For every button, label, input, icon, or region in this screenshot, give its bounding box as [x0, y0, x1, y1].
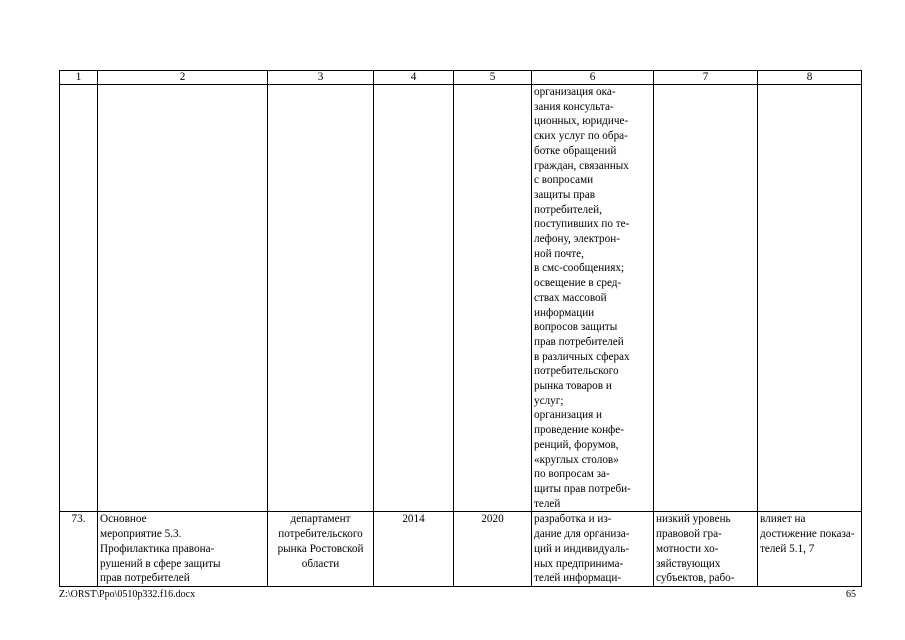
- table-row-73: [60, 512, 862, 587]
- measure-name-line: мероприятие 5.3.: [100, 528, 182, 541]
- expected-result-line: телей информаци-: [534, 572, 622, 585]
- continuation-cell-2: [98, 85, 268, 512]
- result-line: прав потребителей: [534, 335, 624, 348]
- result-line: в смс-сообщениях;: [534, 262, 625, 275]
- result-line: поступивших по те-: [534, 218, 630, 231]
- measure-name-line: Профилактика правона-: [100, 542, 215, 555]
- col-header-8: 8: [758, 71, 862, 85]
- result-line: ботке обращений: [534, 144, 617, 157]
- consequences-line: субъектов, рабо-: [656, 572, 735, 585]
- result-line: ционных, юридиче-: [534, 115, 629, 128]
- executor-line: рынка Ростовской: [277, 542, 364, 555]
- result-line: с вопросами: [534, 174, 594, 187]
- result-line: услуг;: [534, 394, 564, 407]
- col-header-1: 1: [60, 71, 98, 85]
- indicators-line: телей 5.1, 7: [760, 542, 815, 555]
- end-year: 2020: [454, 512, 532, 587]
- result-line: граждан, связанных: [534, 159, 629, 172]
- executor: [268, 512, 374, 587]
- col-header-4: 4: [374, 71, 454, 85]
- executor-line: департамент: [290, 513, 351, 526]
- continuation-cell-4: [374, 85, 454, 512]
- executor-line: потребительского: [278, 528, 363, 541]
- result-line: лефону, электрон-: [534, 233, 620, 246]
- measure-name-line: Основное: [100, 513, 147, 526]
- indicators-line: влияет на: [760, 513, 806, 526]
- result-line: освещение в сред-: [534, 277, 622, 290]
- expected-result-line: разработка и из-: [534, 513, 612, 526]
- expected-result-line: ных предпринима-: [534, 557, 624, 570]
- measures-table: [59, 70, 862, 587]
- result-line: организация ока-: [534, 86, 616, 98]
- result-line: потребительского: [534, 365, 619, 378]
- expected-result-line: дание для организа-: [534, 528, 630, 541]
- measure-name-line: прав потребителей: [100, 572, 190, 585]
- consequences-line: низкий уровень: [656, 513, 731, 526]
- footer-page-number: 65: [846, 589, 856, 600]
- consequences-line: зяйствующих: [656, 557, 721, 570]
- continuation-cell-3: [268, 85, 374, 512]
- result-line: щиты прав потреби-: [534, 482, 631, 495]
- start-year: 2014: [374, 512, 454, 587]
- row-number: 73.: [60, 512, 98, 587]
- expected-result: [532, 512, 654, 587]
- result-line: ренций, форумов,: [534, 438, 619, 451]
- continuation-cell-5: [454, 85, 532, 512]
- result-line: информации: [534, 306, 595, 319]
- result-line: по вопросам за-: [534, 468, 610, 481]
- executor-line: области: [301, 557, 340, 570]
- result-line: в различных сферах: [534, 350, 630, 363]
- col-header-5: 5: [454, 71, 532, 85]
- continuation-result-cell: [532, 85, 654, 512]
- measure-name: [98, 512, 268, 587]
- col-header-3: 3: [268, 71, 374, 85]
- column-number-row: [60, 71, 862, 85]
- col-header-7: 7: [654, 71, 758, 85]
- result-line: зания консульта-: [534, 100, 614, 113]
- result-line: «круглых столов»: [534, 453, 619, 466]
- result-line: рынка товаров и: [534, 380, 612, 393]
- result-line: ских услуг по обра-: [534, 130, 628, 143]
- result-line: защиты прав: [534, 188, 596, 201]
- result-line: организация и: [534, 409, 603, 422]
- consequences-line: мотности хо-: [656, 542, 719, 555]
- result-line: телей: [534, 497, 561, 510]
- indicators-link: [758, 512, 862, 587]
- continuation-cell-7: [654, 85, 758, 512]
- col-header-2: 2: [98, 71, 268, 85]
- consequences-line: правовой гра-: [656, 528, 722, 541]
- measure-name-line: рушений в сфере защиты: [100, 557, 221, 570]
- result-line: ной почте,: [534, 247, 584, 260]
- footer-file-path: Z:\ORST\Ppo\0510p332.f16.docx: [59, 589, 196, 600]
- indicators-line: достижение показа-: [760, 528, 855, 541]
- continuation-cell-1: [60, 85, 98, 512]
- result-line: вопросов защиты: [534, 321, 618, 334]
- col-header-6: 6: [532, 71, 654, 85]
- continuation-cell-8: [758, 85, 862, 512]
- expected-result-line: ций и индивидуаль-: [534, 542, 630, 555]
- result-line: потребителей,: [534, 203, 602, 216]
- result-line: проведение конфе-: [534, 424, 624, 437]
- continuation-row: [60, 85, 862, 512]
- result-line: ствах массовой: [534, 291, 607, 304]
- consequences: [654, 512, 758, 587]
